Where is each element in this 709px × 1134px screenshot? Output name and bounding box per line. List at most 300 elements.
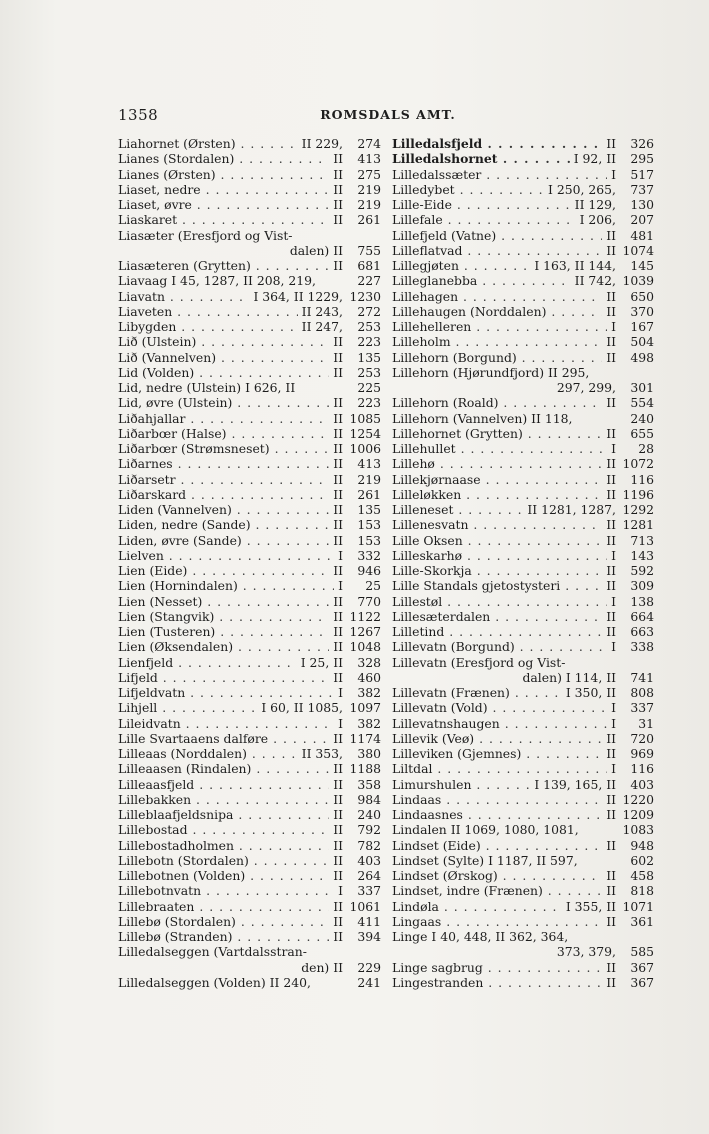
entry-reference: 297, 299, [556, 380, 616, 395]
entry-reference: II [333, 639, 343, 655]
entry-reference: II 229, [301, 136, 343, 151]
index-entry [118, 441, 381, 456]
index-entry [392, 655, 654, 686]
entry-page: 1254 [349, 425, 381, 441]
entry-name: Lien (Hornindalen) . . . [118, 578, 334, 593]
entry-name: Lillehorn (Borgund) . . . [392, 350, 602, 365]
index-entry [118, 716, 381, 731]
entry-page: 1220 [622, 791, 654, 807]
index-entry [118, 563, 381, 578]
entry-reference: II [333, 456, 343, 472]
entry-name: Lien (Tusteren) . . . [118, 624, 329, 639]
entry-page: 253 [357, 364, 381, 380]
entry-name: Lillevatn (Eresfjord og Vist- [392, 654, 566, 670]
entry-name: Lillehelleren . . . [392, 319, 607, 334]
entry-reference: II [606, 303, 616, 319]
entry-reference: II [333, 898, 343, 914]
entry-reference: II [333, 364, 343, 380]
index-entry [118, 502, 381, 517]
entry-name: Lindaas . . . [392, 792, 602, 807]
index-entry-line [392, 929, 654, 944]
index-entry [118, 761, 381, 776]
entry-page: 681 [357, 258, 381, 273]
entry-page: 28 [638, 441, 654, 456]
entry-name: Lillehullet . . . [392, 441, 607, 456]
index-entry [118, 838, 381, 853]
index-entry [392, 761, 654, 776]
entry-page: 792 [357, 822, 381, 838]
index-entry [118, 273, 381, 288]
entry-page: 337 [630, 700, 654, 716]
index-entry [392, 639, 654, 654]
entry-name: Lilleblaafjeldsnipa . . . [118, 807, 329, 822]
entry-reference: I 250, 265, [548, 181, 616, 197]
entry-page: 460 [357, 669, 381, 685]
entry-name: Lien (Stangvik) . . . [118, 609, 329, 624]
entry-reference: II [333, 669, 343, 685]
entry-page: 338 [630, 639, 654, 655]
entry-name: Liðarnes . . . [118, 456, 329, 471]
entry-name: Liasæteren (Grytten) . . . [118, 258, 329, 273]
entry-reference: II [333, 486, 343, 502]
entry-name: Lillegjøten . . . [392, 258, 530, 273]
entry-reference: II [333, 395, 343, 411]
index-entry [392, 365, 654, 396]
entry-page: 241 [357, 974, 381, 990]
entry-page: 240 [630, 410, 654, 426]
entry-name: Lillehornet (Grytten) . . . [392, 426, 602, 441]
entry-name: Linge sagbrug . . . [392, 960, 602, 975]
entry-reference: II [333, 822, 343, 838]
entry-name: Lihjell . . . [118, 700, 257, 715]
index-entry [392, 685, 654, 700]
entry-name: Liaset, nedre . . . [118, 182, 329, 197]
entry-name: Lillenesvatn . . . [392, 517, 602, 532]
entry-page: 1174 [349, 730, 381, 746]
entry-name: Lið (Vannelven) . . . [118, 350, 329, 365]
entry-name: Linge I 40, 448, II 362, 364, [392, 929, 569, 944]
index-entry [118, 350, 381, 365]
index-entry [392, 807, 654, 822]
entry-name: Lien (Eide) . . . [118, 563, 329, 578]
entry-reference: den) II [301, 959, 343, 975]
entry-reference: II [606, 334, 616, 350]
entry-name: Lillehø . . . [392, 456, 602, 471]
index-entry [392, 517, 654, 532]
entry-reference: I [611, 761, 616, 777]
entry-name: Liasæter (Eresfjord og Vist- [118, 227, 293, 243]
entry-reference: II [606, 395, 616, 411]
entry-page: 227 [357, 273, 381, 289]
entry-reference: II [606, 349, 616, 365]
index-entry-line [392, 380, 654, 395]
index-entry [392, 731, 654, 746]
entry-name: Lilleaasen (Rindalen) . . . [118, 761, 329, 776]
entry-name: Lillestøl . . . [392, 594, 607, 609]
entry-name: Liðahjallar . . . [118, 411, 329, 426]
entry-reference: II 353, [301, 746, 343, 761]
index-entry [118, 746, 381, 761]
entry-page: 1039 [622, 273, 654, 289]
entry-reference: II [606, 791, 616, 807]
entry-name: Lindset (Eide) . . . [392, 838, 602, 853]
entry-name: Lilledybet . . . [392, 182, 544, 197]
entry-reference: I 163, II 144, [534, 258, 616, 273]
entry-page: 782 [357, 837, 381, 853]
index-entry [118, 319, 381, 334]
page-number: 1358 [118, 106, 159, 124]
index-entry [118, 334, 381, 349]
entry-name: Liðarsetr . . . [118, 472, 329, 487]
entry-reference: II 1281, 1287, [527, 502, 616, 517]
entry-page: 153 [357, 532, 381, 548]
entry-name: Liavaag I 45, 1287, II 208, 219, [118, 273, 316, 289]
entry-name: Lillehaugen (Norddalen) . . . [392, 304, 602, 319]
index-entry [392, 975, 654, 990]
entry-page: 655 [630, 425, 654, 441]
index-entry-line [392, 655, 654, 670]
entry-name: Liaset, øvre . . . [118, 197, 329, 212]
entry-name: Lillehorn (Roald) . . . [392, 395, 602, 410]
entry-page: 309 [630, 578, 654, 594]
entry-page: 370 [630, 303, 654, 319]
entry-name: Lienfjeld . . . [118, 655, 297, 670]
index-entry [118, 670, 381, 685]
entry-name: Lianes (Stordalen) . . . [118, 151, 329, 166]
entry-reference: II [333, 334, 343, 350]
index-entry [392, 868, 654, 883]
entry-name: Lielven . . . [118, 548, 334, 563]
index-entry [118, 365, 381, 380]
entry-reference: II [333, 807, 343, 822]
index-entry [118, 289, 381, 304]
entry-page: 261 [357, 212, 381, 228]
entry-reference: I [338, 715, 343, 731]
entry-reference: I [611, 319, 616, 334]
entry-reference: II [333, 166, 343, 182]
index-entry [392, 304, 654, 319]
index-entry [118, 533, 381, 548]
entry-name: Lillebostad . . . [118, 822, 329, 837]
index-entry [118, 792, 381, 807]
entry-reference: II [333, 852, 343, 868]
entry-page: 145 [630, 258, 654, 273]
entry-name: Lillehorn (Vannelven) II 118, [392, 410, 573, 426]
index-entry [118, 685, 381, 700]
index-entry [118, 182, 381, 197]
entry-name: Lindset, indre (Frænen) . . . [392, 883, 602, 898]
entry-reference: II [333, 730, 343, 746]
entry-page: 1083 [622, 822, 654, 838]
index-entry [392, 487, 654, 502]
page-title: ROMSDALS AMT. [320, 107, 456, 122]
entry-reference: II 243, [301, 303, 343, 319]
index-entry [392, 700, 654, 715]
entry-name: Lillebotnvatn . . . [118, 883, 334, 898]
entry-reference: II [333, 761, 343, 777]
index-entry [118, 395, 381, 410]
entry-reference: II 247, [301, 319, 343, 334]
index-entry-line [118, 960, 381, 975]
entry-name: Lilledalseggen (Volden) II 240, [118, 974, 311, 990]
entry-name: Lillebø (Stordalen) . . . [118, 914, 329, 929]
entry-name: Liavatn . . . [118, 289, 249, 304]
entry-name: Lille Svartaaens dalføre . . . [118, 731, 329, 746]
entry-reference: II 129, [574, 197, 616, 212]
entry-reference: I [611, 639, 616, 655]
entry-page: 602 [630, 852, 654, 868]
entry-reference: dalen) II [289, 242, 343, 258]
entry-reference: I [611, 547, 616, 563]
entry-page: 1267 [349, 624, 381, 639]
entry-page: 403 [630, 776, 654, 792]
entry-page: 1188 [349, 761, 381, 777]
index-entry [392, 441, 654, 456]
entry-name: Lindset (Ørskog) . . . [392, 868, 602, 883]
entry-page: 969 [630, 746, 654, 761]
entry-name: Lilledalssæter . . . [392, 167, 607, 182]
entry-name: Liahornet (Ørsten) . . . [118, 136, 298, 151]
entry-page: 737 [630, 181, 654, 197]
index-entry [392, 197, 654, 212]
index-entry [392, 395, 654, 410]
index-entry [392, 319, 654, 334]
entry-page: 592 [630, 563, 654, 578]
entry-page: 367 [630, 959, 654, 975]
entry-reference: II [333, 410, 343, 426]
entry-page: 458 [630, 868, 654, 883]
entry-name: Libygden . . . [118, 319, 298, 334]
index-entry [118, 212, 381, 227]
entry-page: 1281 [622, 517, 654, 533]
index-entry [118, 883, 381, 898]
entry-name: Liðarbœr (Halse) . . . [118, 426, 329, 441]
entry-name: Lifjeld . . . [118, 670, 329, 685]
index-entry [392, 716, 654, 731]
index-entry [118, 975, 381, 990]
index-entry [392, 167, 654, 182]
index-entry [392, 792, 654, 807]
entry-name: Lillefale . . . [392, 212, 576, 227]
entry-reference: II [606, 807, 616, 822]
index-entry [118, 136, 381, 151]
entry-page: 229 [357, 959, 381, 975]
entry-page: 504 [630, 334, 654, 350]
entry-page: 167 [630, 319, 654, 334]
entry-name: Lianes (Ørsten) . . . [118, 167, 329, 182]
index-entry [118, 868, 381, 883]
entry-page: 481 [630, 227, 654, 243]
index-entry [392, 136, 654, 151]
entry-name: Lid, nedre (Ulstein) I 626, II [118, 380, 296, 395]
entry-name: Liðarskard . . . [118, 487, 329, 502]
entry-page: 720 [630, 730, 654, 746]
entry-name: Lillebostadholmen . . . [118, 838, 329, 853]
entry-name: Lillevik (Veø) . . . [392, 731, 602, 746]
entry-name: Lille-Skorkja . . . [392, 563, 602, 578]
index-entry [118, 700, 381, 715]
entry-reference: II [333, 151, 343, 167]
index-entry-line [118, 243, 381, 258]
entry-name: Lillebakken . . . [118, 792, 329, 807]
entry-reference: I [611, 441, 616, 456]
entry-reference: II [606, 288, 616, 304]
index-entry [392, 563, 654, 578]
entry-name: Lillebotn (Stordalen) . . . [118, 853, 329, 868]
index-entry [392, 182, 654, 197]
entry-reference: II [333, 441, 343, 456]
entry-page: 948 [630, 837, 654, 853]
index-entry-line [118, 944, 381, 959]
index-entry [118, 944, 381, 975]
entry-page: 1072 [622, 456, 654, 472]
entry-reference: II [606, 868, 616, 883]
entry-name: Lilleskarhø . . . [392, 548, 607, 563]
entry-name: Lillebotnen (Volden) . . . [118, 868, 329, 883]
index-entry [392, 853, 654, 868]
entry-page: 818 [630, 883, 654, 899]
index-entry [392, 289, 654, 304]
entry-name: Lille Standals gjetostysteri . . . [392, 578, 602, 593]
entry-name: Lilleglanebba . . . [392, 273, 571, 288]
entry-reference: II [606, 837, 616, 853]
entry-page: 1292 [622, 502, 654, 517]
entry-reference: II [606, 425, 616, 441]
index-column-left [118, 136, 381, 990]
entry-reference: II [333, 425, 343, 441]
entry-name: Lingaas . . . [392, 914, 602, 929]
index-column-right [392, 136, 654, 990]
entry-reference: I 139, 165, II [534, 776, 616, 792]
entry-page: 116 [630, 761, 654, 777]
entry-page: 275 [357, 166, 381, 182]
entry-page: 274 [357, 136, 381, 151]
entry-page: 301 [630, 380, 654, 395]
entry-page: 337 [357, 883, 381, 899]
entry-page: 367 [630, 974, 654, 990]
entry-name: Lillehorn (Hjørundfjord) II 295, [392, 364, 590, 380]
entry-page: 1209 [622, 807, 654, 822]
entry-name: Lingestranden . . . [392, 975, 602, 990]
entry-reference: II [333, 471, 343, 487]
index-entry [392, 624, 654, 639]
entry-reference: II [333, 929, 343, 944]
index-entry-line [392, 944, 654, 959]
entry-reference: I [338, 685, 343, 700]
entry-page: 394 [357, 929, 381, 944]
entry-page: 25 [365, 578, 381, 594]
entry-page: 240 [357, 807, 381, 822]
index-entry [118, 548, 381, 563]
index-entry [392, 838, 654, 853]
entry-name: Lifjeldvatn . . . [118, 685, 334, 700]
entry-page: 219 [357, 181, 381, 197]
entry-page: 984 [357, 791, 381, 807]
entry-reference: II [606, 913, 616, 929]
entry-page: 223 [357, 395, 381, 411]
entry-page: 403 [357, 852, 381, 868]
entry-name: Lilleneset . . . [392, 502, 523, 517]
entry-reference: II [606, 532, 616, 548]
entry-name: Lillevatn (Vold) . . . [392, 700, 607, 715]
entry-page: 808 [630, 685, 654, 700]
entry-page: 253 [357, 319, 381, 334]
entry-name: Liltdal . . . [392, 761, 607, 776]
index-entry [392, 914, 654, 929]
entry-reference: I [611, 715, 616, 731]
entry-page: 272 [357, 303, 381, 319]
index-entry [392, 883, 654, 898]
entry-page: 650 [630, 288, 654, 304]
entry-page: 358 [357, 776, 381, 792]
index-entry [392, 502, 654, 517]
entry-reference: I 355, II [565, 898, 616, 914]
entry-page: 153 [357, 517, 381, 533]
index-entry [392, 258, 654, 273]
entry-name: Lileidvatn . . . [118, 716, 334, 731]
entry-reference: I [611, 166, 616, 182]
index-entry [392, 243, 654, 258]
entry-page: 411 [357, 913, 381, 929]
entry-page: 326 [630, 136, 654, 151]
entry-page: 223 [357, 334, 381, 350]
entry-page: 498 [630, 349, 654, 365]
index-entry [392, 578, 654, 593]
entry-name: Lid (Volden) . . . [118, 365, 329, 380]
entry-reference: II [606, 959, 616, 975]
entry-name: Lilleholm . . . [392, 334, 602, 349]
entry-name: Lilledalshornet . . . [392, 151, 570, 166]
index-entry [392, 426, 654, 441]
index-entry [118, 426, 381, 441]
entry-reference: I 60, II 1085, [261, 700, 343, 716]
entry-page: 1006 [349, 441, 381, 456]
entry-page: 1230 [349, 288, 381, 304]
entry-name: Liaskaret . . . [118, 212, 329, 227]
entry-page: 261 [357, 486, 381, 502]
index-entry [118, 655, 381, 670]
index-entry [118, 853, 381, 868]
entry-name: Lid, øvre (Ulstein) . . . [118, 395, 329, 410]
entry-page: 264 [357, 868, 381, 883]
entry-reference: I 350, II [565, 685, 616, 700]
entry-reference: II [333, 197, 343, 212]
entry-reference: I [338, 578, 343, 594]
entry-reference: II [333, 608, 343, 624]
entry-page: 413 [357, 456, 381, 472]
index-entry [118, 151, 381, 166]
entry-reference: II [333, 624, 343, 639]
index-entry [392, 609, 654, 624]
entry-reference: II [333, 913, 343, 929]
entry-page: 741 [630, 669, 654, 685]
entry-page: 382 [357, 715, 381, 731]
entry-page: 1074 [622, 242, 654, 258]
index-entry [118, 380, 381, 395]
index-entry [392, 533, 654, 548]
entry-name: Lillevatn (Frænen) . . . [392, 685, 562, 700]
index-entry [118, 899, 381, 914]
entry-reference: II [606, 486, 616, 502]
index-entry [392, 746, 654, 761]
entry-page: 517 [630, 166, 654, 182]
index-entry [392, 212, 654, 227]
index-entry [118, 609, 381, 624]
entry-reference: II [333, 181, 343, 197]
entry-reference: dalen) I 114, II [522, 669, 616, 685]
entry-reference: II [606, 227, 616, 243]
entry-name: Limurshulen . . . [392, 777, 530, 792]
